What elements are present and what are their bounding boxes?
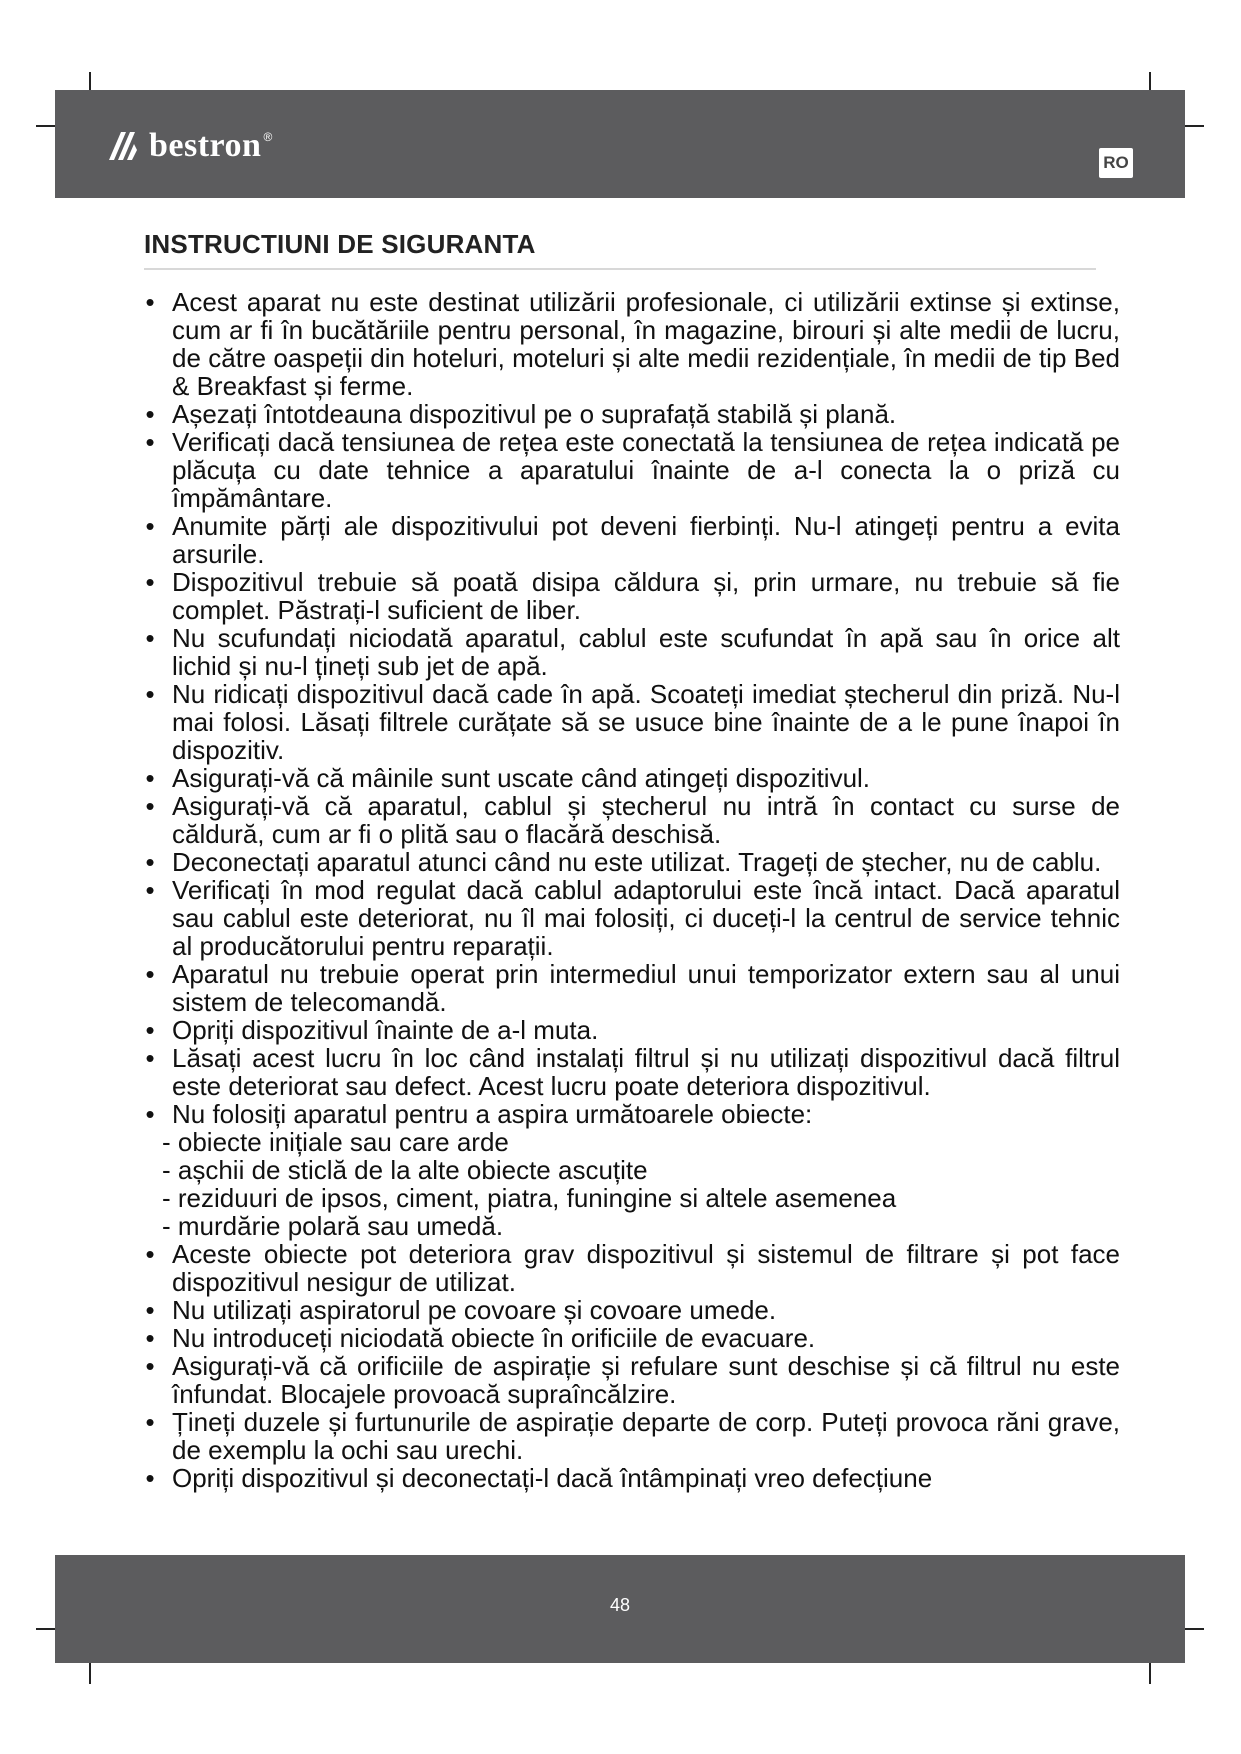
list-item xyxy=(140,624,1120,680)
list-item xyxy=(140,400,1120,428)
bullet: • xyxy=(145,567,155,597)
logo-chevrons-icon xyxy=(107,128,141,164)
list-item xyxy=(140,876,1120,960)
bullet: • xyxy=(145,791,155,821)
list-item xyxy=(140,512,1120,568)
list-item xyxy=(140,1352,1120,1408)
sub-list-item: - așchii de sticlă de la alte obiecte ascuțite xyxy=(162,1155,648,1185)
list-item-text: Opriți dispozitivul și deconectați-l dacă întâmpinați vreo defecțiune xyxy=(172,1463,933,1493)
section-title: INSTRUCTIUNI DE SIGURANTA xyxy=(144,229,536,259)
list-item-text: Nu ridicați dispozitivul dacă cade în apă. Scoateți imediat ștecherul din priză. Nu-l mai folosi. Lăsați filtrele curățate să se usuce bine înainte de a le pune înapoi în dispozitiv. xyxy=(172,679,1120,765)
list-item xyxy=(140,1296,1120,1324)
list-item xyxy=(140,568,1120,624)
list-item-text: Nu utilizați aspiratorul pe covoare și covoare umede. xyxy=(172,1295,777,1325)
list-item xyxy=(140,764,1120,792)
list-item xyxy=(140,1100,1120,1128)
bullet: • xyxy=(145,847,155,877)
sub-list-item: - obiecte inițiale sau care arde xyxy=(162,1127,509,1157)
list-item xyxy=(140,1464,1120,1492)
list-item xyxy=(140,1044,1120,1100)
bullet: • xyxy=(145,623,155,653)
list-item-text: Nu scufundați niciodată aparatul, cablul este scufundat în apă sau în orice alt lichid și nu-l țineți sub jet de apă. xyxy=(172,623,1120,681)
list-item-text: Nu folosiți aparatul pentru a aspira următoarele obiecte: xyxy=(172,1099,813,1129)
list-item xyxy=(140,428,1120,512)
page-footer xyxy=(55,1555,1185,1663)
bullet: • xyxy=(145,875,155,905)
bullet: • xyxy=(145,1463,155,1493)
bullet: • xyxy=(145,763,155,793)
bullet: • xyxy=(145,679,155,709)
list-item xyxy=(140,680,1120,764)
sub-list-item: - reziduuri de ipsos, ciment, piatra, funingine si altele asemenea xyxy=(162,1183,897,1213)
list-item-text: Aceste obiecte pot deteriora grav dispozitivul și sistemul de filtrare și pot face dispozitivul nesigur de utilizat. xyxy=(172,1239,1120,1297)
bullet: • xyxy=(145,959,155,989)
list-item-text: Verificați dacă tensiunea de rețea este conectată la tensiunea de rețea indicată pe plăcuța cu date tehnice a aparatului înainte de a-l conecta la o priză cu împământare. xyxy=(172,427,1120,513)
list-item xyxy=(140,792,1120,848)
sub-list-item: - murdărie polară sau umedă. xyxy=(162,1211,504,1241)
bullet: • xyxy=(145,1015,155,1045)
bullet: • xyxy=(145,1295,155,1325)
list-item xyxy=(140,288,1120,400)
brand-logo xyxy=(107,126,272,166)
page-number: 48 xyxy=(609,1595,631,1615)
list-item-text: Verificați în mod regulat dacă cablul adaptorului este încă intact. Dacă aparatul sau cablul este deteriorat, nu îl mai folosiți, ci duceți-l la centrul de service tehnic al producătorului pentru reparații. xyxy=(172,875,1120,961)
list-item xyxy=(140,1016,1120,1044)
list-item-text: Asigurați-vă că mâinile sunt uscate când atingeți dispozitivul. xyxy=(172,763,871,793)
list-item xyxy=(140,1324,1120,1352)
bullet: • xyxy=(145,1239,155,1269)
list-item-text: Nu introduceți niciodată obiecte în orificiile de evacuare. xyxy=(172,1323,816,1353)
language-badge: RO xyxy=(1099,148,1133,178)
bullet: • xyxy=(145,511,155,541)
list-item xyxy=(140,1240,1120,1296)
bullet: • xyxy=(145,1043,155,1073)
bullet: • xyxy=(145,287,155,317)
bullet: • xyxy=(145,399,155,429)
bullet: • xyxy=(145,1407,155,1437)
list-item-text: Dispozitivul trebuie să poată disipa căldura și, prin urmare, nu trebuie să fie complet. Păstrați-l suficient de liber. xyxy=(172,567,1120,625)
bullet: • xyxy=(145,1099,155,1129)
list-item-text: Opriți dispozitivul înainte de a-l muta. xyxy=(172,1015,599,1045)
page-header xyxy=(55,90,1185,198)
list-item-text: Țineți duzele și furtunurile de aspirație departe de corp. Puteți provoca răni grave, de exemplu la ochi sau urechi. xyxy=(172,1407,1120,1465)
list-item-text: Asigurați-vă că aparatul, cablul și ștecherul nu intră în contact cu surse de căldură, cum ar fi o plită sau o flacără deschisă. xyxy=(172,791,1120,849)
bullet: • xyxy=(145,1323,155,1353)
safety-instructions-list xyxy=(140,288,1120,1492)
registered-mark: ® xyxy=(263,130,273,144)
list-item-text: Deconectați aparatul atunci când nu este utilizat. Trageți de ștecher, nu de cablu. xyxy=(172,847,1102,877)
list-item xyxy=(140,1408,1120,1464)
list-item xyxy=(140,960,1120,1016)
list-item-text: Lăsați acest lucru în loc când instalați filtrul și nu utilizați dispozitivul dacă filtrul este deteriorat sau defect. Acest lucru poate deteriora dispozitivul. xyxy=(172,1043,1120,1101)
list-item-text: Aparatul nu trebuie operat prin intermediul unui temporizator extern sau al unui sistem de telecomandă. xyxy=(172,959,1120,1017)
list-item-text: Acest aparat nu este destinat utilizării profesionale, ci utilizării extinse și extinse, cum ar fi în bucătăriile pentru personal, în magazine, birouri și alte medii de lucru, de către oaspeții din hoteluri, moteluri și alte medii rezidențiale, în medii de tip Bed & Breakfast și ferme. xyxy=(172,287,1120,401)
list-item-text: Asigurați-vă că orificiile de aspirație și refulare sunt deschise și că filtrul nu este înfundat. Blocajele provoacă supraîncălzire. xyxy=(172,1351,1120,1409)
list-item-text: Așezați întotdeauna dispozitivul pe o suprafață stabilă și plană. xyxy=(172,399,897,429)
list-item xyxy=(140,848,1120,876)
list-item-text: Anumite părți ale dispozitivului pot deveni fierbinți. Nu-l atingeți pentru a evita arsurile. xyxy=(172,511,1120,569)
title-divider xyxy=(144,268,1096,270)
bullet: • xyxy=(145,427,155,457)
brand-name: bestron xyxy=(149,127,262,164)
bullet: • xyxy=(145,1351,155,1381)
